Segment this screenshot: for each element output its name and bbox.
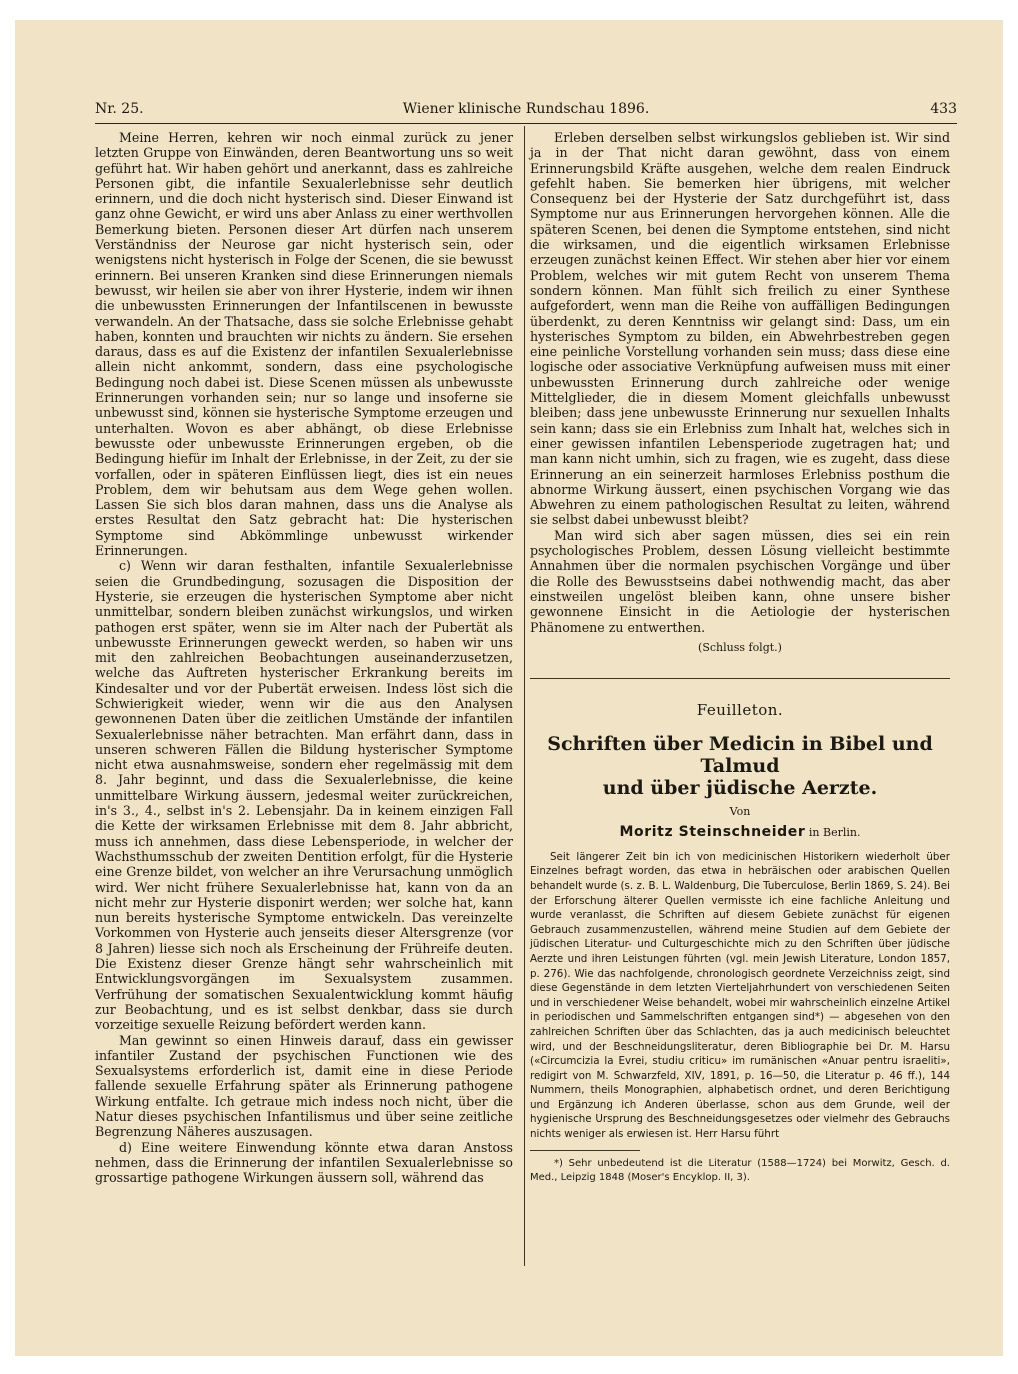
header-rule bbox=[95, 123, 957, 124]
section-rule bbox=[530, 678, 950, 679]
issue-number: Nr. 25. bbox=[95, 101, 144, 117]
article-title-line: und über jüdische Aerzte. bbox=[602, 776, 878, 799]
body-paragraph: d) Eine weitere Einwendung könnte etwa daran Anstoss nehmen, dass die Erinnerung der infantilen Sexualerlebnisse so grossartige pathogene Wirkungen äussern soll, während das bbox=[95, 1139, 513, 1186]
section-heading: Feuilleton. bbox=[696, 700, 784, 719]
body-paragraph: Meine Herren, kehren wir noch einmal zurück zu jener letzten Gruppe von Einwänden, deren Beantwortung uns so weit geführt hat. Wir haben gehört und anerkannt, dass es zahlreiche Personen gibt, die infantile Sexualerlebnisse sehr deutlich erinnern, und die doch nicht hysterisch sind. Dieser Einwand ist ganz ohne Gewicht, er wird uns aber Anlass zu einer werthvollen Bemerkung bieten. Personen dieser Art dürfen nach unserem Verständniss der Neurose gar nicht hysterisch sein, oder wenigstens nicht hysterisch in Folge der Scenen, die sie bewusst erinnern. Bei unseren Kranken sind diese Erinnerungen niemals bewusst, wir heilen sie aber von ihrer Hysterie, indem wir ihnen die unbewussten Erinnerungen der Infantilscenen in bewusste verwandeln. An der Thatsache, dass sie solche Erlebnisse gehabt haben, konnten und brauchten wir nichts zu ändern. Sie ersehen daraus, dass es auf die Existenz der infantilen Sexualerlebnisse allein nicht ankommt, sondern, dass eine psychologische Bedingung noch dabei ist. Diese Scenen müssen als unbewusste Erinnerungen vorhanden sein; nur so lange und insoferne sie unbewusst sind, können sie hysterische Symptome erzeugen und unterhalten. Wovon es aber abhängt, ob diese Erlebnisse bewusste oder unbewusste Erinnerungen ergeben, ob die Bedingung hiefür im Inhalt der Erlebnisse, in der Zeit, zu der sie vorfallen, oder in späteren Einflüssen liegt, dies ist ein neues Problem, dem wir behutsam aus dem Wege gehen wollen. Lassen Sie sich blos daran mahnen, dass uns die Analyse als erstes Resultat den Satz gebracht hat: Die hysterischen Symptome sind Abkömmlinge unbewusst wirkender Erinnerungen. bbox=[95, 130, 513, 559]
article-title-line: Schriften über Medicin in Bibel und Talmud bbox=[547, 732, 933, 777]
body-paragraph: Man gewinnt so einen Hinweis darauf, dass ein gewisser infantiler Zustand der psychischen Functionen wie des Sexualsystems erforderlich ist, damit eine in diese Periode fallende sexuelle Erfahrung später als Erinnerung pathogene Wirkung entfalte. Ich getraue mich indess noch nicht, über die Natur dieses psychischen Infantilismus und über seine zeitliche Begrenzung Näheres auszusagen. bbox=[95, 1032, 513, 1140]
running-header bbox=[95, 101, 957, 123]
body-paragraph: Man wird sich aber sagen müssen, dies sei ein rein psychologisches Problem, dessen Lösung vielleicht bestimmte Annahmen über die normalen psychischen Vorgänge und über die Rolle des Bewusstseins dabei nothwendig macht, das aber einstweilen ungelöst bleiben kann, ohne unsere bisher gewonnene Einsicht in die Aetiologie der hysterischen Phänomene zu entwerthen. bbox=[530, 527, 950, 635]
footnote: *) Sehr unbedeutend ist die Literatur (1588—1724) bei Morwitz, Gesch. d. Med., Leipzig 1848 (Moser's Encyklop. II, 3). bbox=[530, 1157, 950, 1183]
left-column bbox=[95, 130, 513, 1185]
right-column bbox=[530, 130, 950, 1185]
body-paragraph: Erleben derselben selbst wirkungslos geblieben ist. Wir sind ja in der That nicht daran gewöhnt, dass von einem Erinnerungsbild Kräfte ausgehen, welche dem realen Eindruck gefehlt haben. Sie bemerken hier übrigens, mit welcher Consequenz bei der Hysterie der Satz durchgeführt ist, dass Symptome nur aus Erinnerungen hervorgehen können. Alle die späteren Scenen, bei denen die Symptome entstehen, sind nicht die wirksamen, und die eigentlich wirksamen Erlebnisse erzeugen zunächst keinen Effect. Wir stehen aber hier vor einem Problem, welches wir mit gutem Recht von unserem Thema sondern können. Man fühlt sich freilich zu einer Synthese aufgefordert, wenn man die Reihe von auffälligen Bedingungen überdenkt, zu deren Kenntniss wir gelangt sind: Dass, um ein hysterisches Symptom zu bilden, ein Abwehrbestreben gegen eine peinliche Vorstellung vorhanden sein muss; dass diese eine logische oder associative Verknüpfung aufweisen muss mit einer unbewussten Erinnerung durch zahlreiche oder wenige Mittelglieder, die in diesem Moment gleichfalls unbewusst bleiben; dass jene unbewusste Erinnerung nur sexuellen Inhalts sein kann; dass sie ein Erlebniss zum Inhalt hat, welches sich in einer gewissen infantilen Lebensperiode zugetragen hat; und man kann nicht umhin, sich zu fragen, wie es zugeht, dass diese Erinnerung an ein seinerzeit harmloses Erlebniss posthum die abnorme Wirkung äussert, einen psychischen Vorgang wie das Abwehren zu einem pathologischen Resultat zu leiten, während sie selbst dabei unbewusst bleibt? bbox=[530, 130, 950, 528]
byline-prefix: Von bbox=[729, 804, 751, 818]
footnote-rule bbox=[530, 1150, 640, 1151]
author-location: in Berlin. bbox=[808, 825, 861, 839]
author-line bbox=[530, 824, 950, 840]
page-number: 433 bbox=[930, 101, 957, 117]
article-title bbox=[530, 733, 950, 799]
article-paragraph: Seit längerer Zeit bin ich von medicinischen Historikern wiederholt über Einzelnes befragt worden, das etwa in hebräischen oder arabischen Quellen behandelt wurde (s. z. B. L. Waldenburg, Die Tuberculose, Berlin 1869, S. 24). Bei der Erforschung älterer Quellen vermisste ich eine fachliche Anleitung und wurde veranlasst, die Schriften auf diesem Gebiete zunächst für eigenen Gebrauch zusammenzustellen, während meine Studien auf dem Gebiete der jüdischen Literatur- und Culturgeschichte mich zu den Schriften über jüdische Aerzte und ihren Leistungen führten (vgl. mein Jewish Literature, London 1857, p. 276). Wie das nachfolgende, chronologisch geordnete Verzeichniss zeigt, sind diese Gegenstände in dem letzten Vierteljahrhundert von verschiedenen Seiten und in verschiedener Weise behandelt, wobei mir wahrscheinlich einzelne Artikel in periodischen und Sammelschriften entgangen sind*) — abgesehen von den zahlreichen Schriften über das Schlachten, das ja auch medicinisch beleuchtet wird, und der Beschneidungsliteratur, deren Bibliographie bei Dr. M. Harsu («Circumcizia la Evrei, studiu criticu» im rumänischen «Anuar pentru israeliti», redigirt von M. Schwarzfeld, XIV, 1891, p. 16—50, die Literatur p. 46 ff.), 144 Nummern, theils Monographien, alphabetisch ordnet, und deren Berichtigung und Ergänzung ich Anderen überlasse, schon aus dem Grunde, weil der hygienische Ursprung des Beschneidungsgesetzes oder vielmehr des Gebrauchs nichts weniger als erwiesen ist. Herr Harsu führt bbox=[530, 850, 950, 1141]
author-name: Moritz Steinschneider bbox=[619, 823, 806, 840]
column-divider bbox=[524, 126, 525, 1266]
continuation-note: (Schluss folgt.) bbox=[698, 640, 782, 654]
body-paragraph: c) Wenn wir daran festhalten, infantile Sexualerlebnisse seien die Grundbedingung, sozusagen die Disposition der Hysterie, sie erzeugen die hysterischen Symptome aber nicht unmittelbar, sondern bleiben zunächst wirkungslos, und wirken pathogen erst später, wenn sie im Alter nach der Pubertät als unbewusste Erinnerungen geweckt werden, so haben wir uns mit den zahlreichen Beobachtungen auseinanderzusetzen, welche das Auftreten hysterischer Erkrankung bereits im Kindesalter und vor der Pubertät erweisen. Indess löst sich die Schwierigkeit wieder, wenn wir die aus den Analysen gewonnenen Daten über die zeitlichen Umstände der infantilen Sexualerlebnisse näher betrachten. Man erfährt dann, dass in unseren schweren Fällen die Bildung hysterischer Symptome nicht etwa ausnahmsweise, sondern eher regelmässig mit dem 8. Jahr beginnt, und dass die Sexualerlebnisse, die keine unmittelbare Wirkung äussern, jedesmal weiter zurückreichen, in's 3., 4., selbst in's 2. Lebensjahr. Da in keinem einzigen Fall die Kette der wirksamen Erlebnisse mit dem 8. Jahr abbricht, muss ich annehmen, dass diese Lebensperiode, in welcher der Wachsthumsschub der zweiten Dentition erfolgt, für die Hysterie eine Grenze bildet, von welcher an ihre Verursachung unmöglich wird. Wer nicht frühere Sexualerlebnisse hat, kann von da an nicht mehr zur Hysterie disponirt werden; wer solche hat, kann nun bereits hysterische Symptome entwickeln. Das vereinzelte Vorkommen von Hysterie auch jenseits dieser Altersgrenze (vor 8 Jahren) liesse sich noch als Erscheinung der Frühreife deuten. Die Existenz dieser Grenze hängt sehr wahrscheinlich mit Entwicklungsvorgängen im Sexualsystem zusammen. Verfrühung der somatischen Sexualentwicklung kommt häufig zur Beobachtung, und es ist selbst denkbar, dass sie durch vorzeitige sexuelle Reizung befördert werden kann. bbox=[95, 558, 513, 1033]
journal-title: Wiener klinische Rundschau 1896. bbox=[402, 101, 650, 117]
